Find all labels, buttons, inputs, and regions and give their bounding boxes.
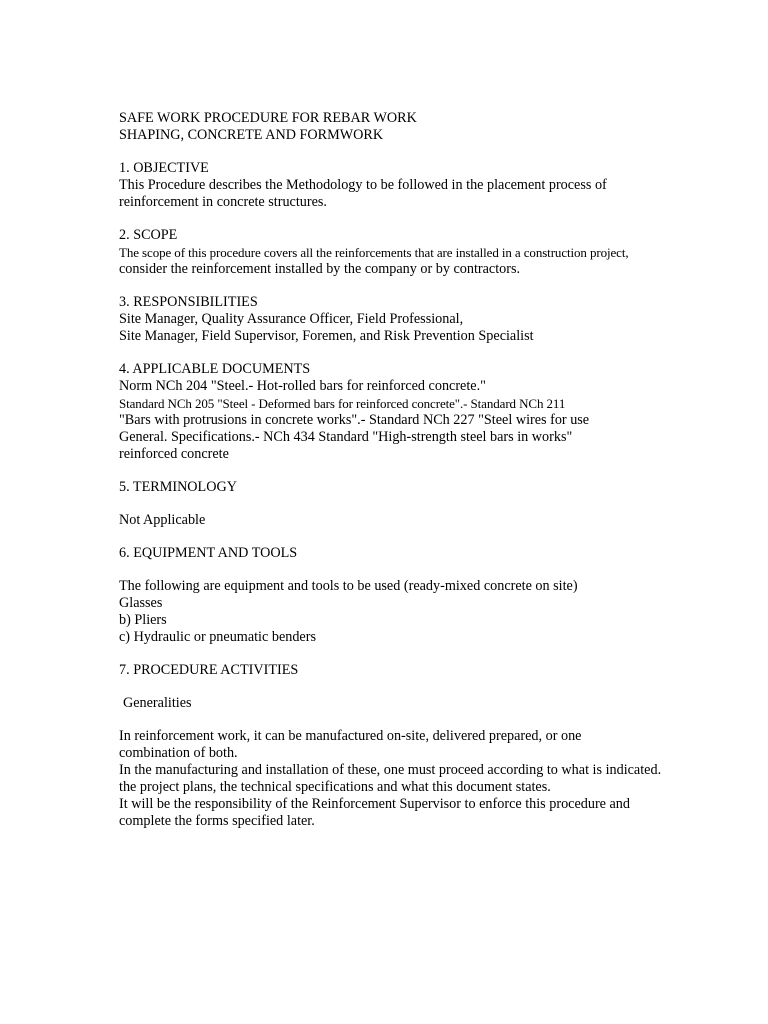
section-applicable-documents [119,361,719,463]
documents-line: "Bars with protrusions in concrete works".- Standard NCh 227 "Steel wires for use [119,412,590,428]
section-terminology [119,479,719,529]
procedure-subheading: Generalities [123,695,192,711]
responsibilities-line: Site Manager, Field Supervisor, Foremen, and Risk Prevention Specialist [119,328,534,344]
objective-line: This Procedure describes the Methodology to be followed in the placement process of [119,177,607,193]
equipment-heading: 6. EQUIPMENT AND TOOLS [119,545,298,561]
title-line-1: SAFE WORK PROCEDURE FOR REBAR WORK [119,110,417,126]
procedure-line: It will be the responsibility of the Reinforcement Supervisor to enforce this procedure and [119,796,630,812]
section-responsibilities [119,294,719,345]
procedure-line: the project plans, the technical specifications and what this document states. [119,779,551,795]
documents-line: Norm NCh 204 "Steel.- Hot-rolled bars for reinforced concrete." [119,378,486,394]
procedure-line: complete the forms specified later. [119,813,315,829]
document-body [119,110,719,846]
procedure-line: In reinforcement work, it can be manufactured on-site, delivered prepared, or one [119,728,582,744]
terminology-text: Not Applicable [119,512,206,528]
title-line-2: SHAPING, CONCRETE AND FORMWORK [119,127,384,143]
documents-heading: 4. APPLICABLE DOCUMENTS [119,361,311,377]
scope-line: The scope of this procedure covers all the reinforcements that are installed in a construction project, [119,245,629,260]
procedure-line: combination of both. [119,745,238,761]
document-title [119,110,719,144]
documents-line: General. Specifications.- NCh 434 Standard "High-strength steel bars in works" [119,429,573,445]
documents-line: Standard NCh 205 "Steel - Deformed bars for reinforced concrete".- Standard NCh 211 [119,396,566,411]
responsibilities-line: Site Manager, Quality Assurance Officer, Field Professional, [119,311,464,327]
documents-line: reinforced concrete [119,446,229,462]
scope-line: consider the reinforcement installed by the company or by contractors. [119,261,521,277]
terminology-heading: 5. TERMINOLOGY [119,479,237,495]
procedure-line: In the manufacturing and installation of these, one must proceed according to what is indicated. [119,762,662,778]
section-procedure [119,662,719,830]
equipment-line: Glasses [119,595,163,611]
equipment-line: c) Hydraulic or pneumatic benders [119,629,316,645]
responsibilities-heading: 3. RESPONSIBILITIES [119,294,258,310]
section-scope [119,227,719,278]
procedure-heading: 7. PROCEDURE ACTIVITIES [119,662,299,678]
equipment-line: b) Pliers [119,612,167,628]
equipment-line: The following are equipment and tools to be used (ready-mixed concrete on site) [119,578,578,594]
objective-line: reinforcement in concrete structures. [119,194,327,210]
objective-heading: 1. OBJECTIVE [119,160,209,176]
section-objective [119,160,719,211]
scope-heading: 2. SCOPE [119,227,178,243]
section-equipment [119,545,719,646]
